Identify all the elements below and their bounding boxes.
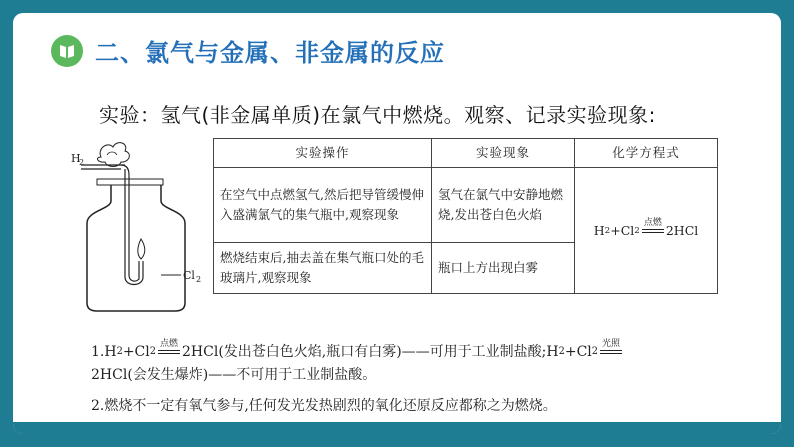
table-header-row: [214, 139, 718, 168]
phenomenon-cell: 瓶口上方出现白雾: [432, 243, 575, 294]
phenomenon-cell: 氢气在氯气中安静地燃烧,发出苍白色火焰: [432, 168, 575, 243]
note-2: 2.燃烧不一定有氧气参与,任何发光发热剧烈的氧化还原反应都称之为燃烧。: [91, 398, 557, 414]
book-icon: [51, 35, 83, 67]
cl2-subscript: 2: [196, 275, 202, 284]
cl2-label: Cl: [183, 269, 195, 282]
h2-label: H: [71, 152, 81, 165]
equation-cell: [575, 168, 718, 294]
equation: H 2 + Cl 2 点燃 2HCl: [594, 218, 699, 243]
gas-jar-apparatus: [63, 135, 203, 320]
header-equation: 化学方程式: [575, 139, 718, 168]
note-1: 1. H 2 + Cl 2 点燃 2HCl (发出苍白色火焰,瓶口有白雾)——可用于工业制盐酸; H 2 + Cl 2 光照 2HCl(会发生爆炸)——不可用于工业制盐酸。: [91, 339, 621, 383]
notes: [91, 339, 624, 426]
header-operation: 实验操作: [214, 139, 432, 168]
operation-cell: 在空气中点燃氢气,然后把导管缓慢伸入盛满氯气的集气瓶中,观察现象: [214, 168, 432, 243]
h2-subscript: 2: [79, 158, 85, 167]
bottom-bar: [13, 422, 781, 434]
reaction-condition: 点燃: [642, 218, 664, 243]
slide: [13, 13, 781, 434]
experiment-table: [213, 138, 718, 294]
operation-cell: 燃烧结束后,抽去盖在集气瓶口处的毛玻璃片,观察现象: [214, 243, 432, 294]
experiment-intro: 实验：氢气(非金属单质)在氯气中燃烧。观察、记录实验现象:: [99, 103, 656, 127]
section-title: 二、氯气与金属、非金属的反应: [95, 39, 445, 67]
table-row: [214, 168, 718, 243]
header-phenomenon: 实验现象: [432, 139, 575, 168]
